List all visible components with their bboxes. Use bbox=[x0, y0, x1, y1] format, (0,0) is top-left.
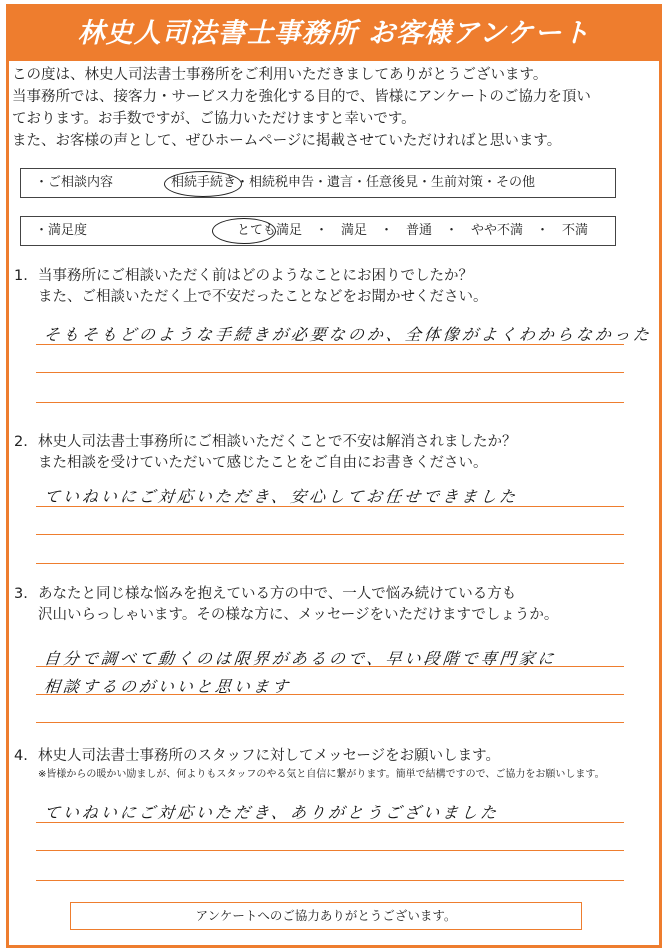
question-note: ※皆様からの暖かい励ましが、何よりもスタッフのやる気と自信に繋がります。簡単で結構ですので、ご協力をお願いします。 bbox=[38, 769, 605, 780]
question-2 bbox=[14, 432, 644, 474]
intro-line: 当事務所では、接客力・サービス力を強化する目的で、皆様にアンケートのご協力を頂い bbox=[12, 89, 591, 105]
answer-line bbox=[36, 850, 624, 851]
question-text: 当事務所にご相談いただく前はどのようなことにお困りでしたか？ bbox=[38, 268, 473, 284]
question-1 bbox=[14, 266, 644, 308]
answer-line bbox=[36, 344, 624, 345]
answer-line bbox=[36, 506, 624, 507]
answer-line bbox=[36, 534, 624, 535]
question-number: 3. bbox=[14, 586, 28, 602]
consult-selection-circle bbox=[164, 171, 242, 197]
consult-type-label: ・ご相談内容 bbox=[35, 175, 114, 190]
satisfaction-label: ・満足度 bbox=[35, 223, 88, 238]
question-text: 林史人司法書士事務所にご相談いただくことで不安は解消されましたか？ bbox=[38, 434, 517, 450]
answer-handwriting: ていねいにご対応いただき、安心してお任せできました bbox=[42, 487, 520, 506]
question-text: 林史人司法書士事務所のスタッフに対してメッセージをお願いします。 bbox=[38, 748, 500, 764]
question-text: また相談を受けていただいて感じたことをご自由にお書きください。 bbox=[38, 455, 488, 471]
answer-line bbox=[36, 666, 624, 667]
answer-handwriting: そもそもどのような手続きが必要なのか、全体像がよくわからなかった bbox=[42, 325, 653, 344]
question-text: また、ご相談いただく上で不安だったことなどをお聞かせください。 bbox=[38, 289, 488, 305]
question-number: 2. bbox=[14, 434, 28, 450]
answer-line bbox=[36, 694, 624, 695]
satisfaction-box bbox=[20, 216, 616, 246]
answer-handwriting: 相談するのがいいと思います bbox=[42, 677, 292, 696]
answer-line bbox=[36, 822, 624, 823]
question-number: 4. bbox=[14, 748, 28, 764]
thank-you-footer: アンケートへのご協力ありがとうございます。 bbox=[70, 902, 582, 930]
answer-line bbox=[36, 880, 624, 881]
answer-line bbox=[36, 372, 624, 373]
answer-line bbox=[36, 402, 624, 403]
question-text: 沢山いらっしゃいます。その様な方に、メッセージをいただけますでしょうか。 bbox=[38, 607, 559, 623]
answer-handwriting: ていねいにご対応いただき、ありがとうございました bbox=[42, 803, 501, 822]
answer-line bbox=[36, 563, 624, 564]
consult-type-box bbox=[20, 168, 616, 198]
question-4 bbox=[14, 746, 644, 783]
question-number: 1. bbox=[14, 268, 28, 284]
question-3 bbox=[14, 584, 644, 626]
satisfaction-options: とても満足 ・ 満足 ・ 普通 ・ やや不満 ・ 不満 bbox=[237, 223, 589, 238]
intro-line: この度は、林史人司法書士事務所をご利用いただきましてありがとうございます。 bbox=[12, 67, 548, 83]
answer-handwriting: 自分で調べて動くのは限界があるので、早い段階で専門家に bbox=[42, 649, 558, 668]
satisfaction-selection-circle bbox=[212, 218, 276, 244]
survey-title: 林史人司法書士事務所 お客様アンケート bbox=[9, 7, 659, 61]
answer-line bbox=[36, 722, 624, 723]
question-text: あなたと同じ様な悩みを抱えている方の中で、一人で悩み続けている方も bbox=[38, 586, 517, 602]
intro-line: また、お客様の声として、ぜひホームページに掲載させていただければと思います。 bbox=[12, 133, 562, 149]
intro-line: ております。お手数ですが、ご協力いただけますと幸いです。 bbox=[12, 111, 416, 127]
consult-type-options: 相続手続き・相続税申告・遺言・任意後見・生前対策・その他 bbox=[171, 175, 536, 190]
intro-text bbox=[12, 64, 642, 152]
